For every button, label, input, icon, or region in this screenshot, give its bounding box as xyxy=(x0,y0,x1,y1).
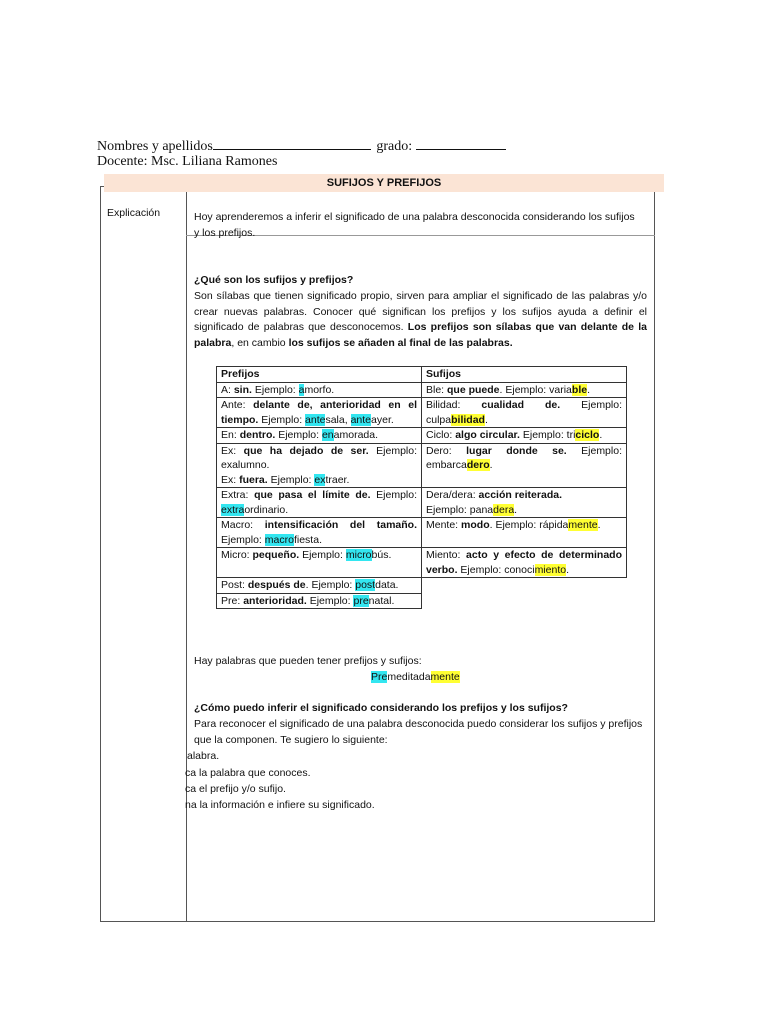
paragraph-2: Para reconocer el significado de una palabra desconocida puedo considerar los sufijos y prefijos que la componen. Te sugiero lo siguiente: xyxy=(194,718,643,746)
prefix-suffix-table xyxy=(216,366,627,609)
section-title-bar xyxy=(104,174,664,192)
prefix-cell: A: sin. Ejemplo: amorfo. xyxy=(217,382,422,398)
name-line xyxy=(97,137,506,155)
grade-label: grado: xyxy=(376,139,413,154)
name-blank[interactable] xyxy=(213,137,371,150)
question-2: ¿Cómo puedo inferir el significado considerando los prefijos y los sufijos? xyxy=(194,702,568,714)
question-1: ¿Qué son los sufijos y prefijos? xyxy=(194,274,354,286)
example-word xyxy=(371,670,460,686)
suffix-cell: Miento: acto y efecto de determinado verbo. Ejemplo: conocimiento. xyxy=(422,548,627,578)
prefix-cell: Post: después de. Ejemplo: postdata. xyxy=(217,578,422,594)
frame-left-border xyxy=(100,186,101,921)
suffix-cell: Dero: lugar donde se. Ejemplo: embarcadero. xyxy=(422,443,627,488)
step-item: ca el prefijo y/o sufijo. xyxy=(185,783,286,795)
table-row xyxy=(217,428,627,444)
prefix-cell: Extra: que pasa el límite de. Ejemplo: extraordinario. xyxy=(217,488,422,518)
section-title: SUFIJOS Y PREFIJOS xyxy=(326,177,442,189)
suffix-cell: Ciclo: algo circular. Ejemplo: triciclo. xyxy=(422,428,627,444)
frame-bottom-border xyxy=(100,921,655,922)
prefix-cell: Ante: delante de, anterioridad en el tiempo. Ejemplo: antesala, anteayer. xyxy=(217,398,422,428)
table-row xyxy=(217,398,627,428)
teacher-line: Docente: Msc. Liliana Ramones xyxy=(97,154,278,169)
prefix-cell: Macro: intensificación del tamaño. Ejemplo: macrofiesta. xyxy=(217,518,422,548)
empty-cell xyxy=(422,593,627,609)
explicacion-label: Explicación xyxy=(107,207,161,219)
table-row xyxy=(217,548,627,578)
table-header-row xyxy=(217,367,627,383)
intro-text: Hoy aprenderemos a inferir el significado de una palabra desconocida considerando los sufijos y los prefijos. xyxy=(194,211,635,239)
prefix-cell: En: dentro. Ejemplo: enamorada. xyxy=(217,428,422,444)
step-item: ca la palabra que conoces. xyxy=(185,767,311,779)
suffix-cell: Ble: que puede. Ejemplo: variable. xyxy=(422,382,627,398)
both-text: Hay palabras que pueden tener prefijos y sufijos: xyxy=(194,655,422,667)
suffix-cell: Bilidad: cualidad de. Ejemplo: culpabilidad. xyxy=(422,398,627,428)
paragraph-1: Son sílabas que tienen significado propio, sirven para ampliar el significado de las palabras y/o crear nuevas palabras. Conocer qué significan los prefijos y los sufijos ayuda a definir el significado de palabras que desconocemos. Los prefijos son sílabas que van delante de la palabra, en cambio los sufijos se añaden al final de las palabras. xyxy=(194,290,647,349)
table-row xyxy=(217,593,627,609)
step-item: alabra. xyxy=(187,750,220,762)
suffix-cell: Mente: modo. Ejemplo: rápidamente. xyxy=(422,518,627,548)
step-item: na la información e infiere su significado. xyxy=(185,799,375,811)
grade-blank[interactable] xyxy=(416,137,506,150)
prefix-cell: Ex: que ha dejado de ser. Ejemplo: exalumno. Ex: fuera. Ejemplo: extraer. xyxy=(217,443,422,488)
example-root: meditada xyxy=(387,671,431,683)
frame-right-border xyxy=(654,192,655,921)
table-row xyxy=(217,578,627,594)
table-row xyxy=(217,443,627,488)
header-prefijos: Prefijos xyxy=(217,367,422,383)
prefix-cell: Pre: anterioridad. Ejemplo: prenatal. xyxy=(217,593,422,609)
example-suffix: mente xyxy=(430,671,460,683)
name-label: Nombres y apellidos xyxy=(97,139,213,154)
table-row xyxy=(217,518,627,548)
table-row xyxy=(217,488,627,518)
example-prefix: Pre xyxy=(371,671,388,683)
header-sufijos: Sufijos xyxy=(422,367,627,383)
prefix-cell: Micro: pequeño. Ejemplo: microbús. xyxy=(217,548,422,578)
table-row xyxy=(217,382,627,398)
empty-cell xyxy=(422,578,627,594)
suffix-cell: Dera/dera: acción reiterada. Ejemplo: panadera. xyxy=(422,488,627,518)
